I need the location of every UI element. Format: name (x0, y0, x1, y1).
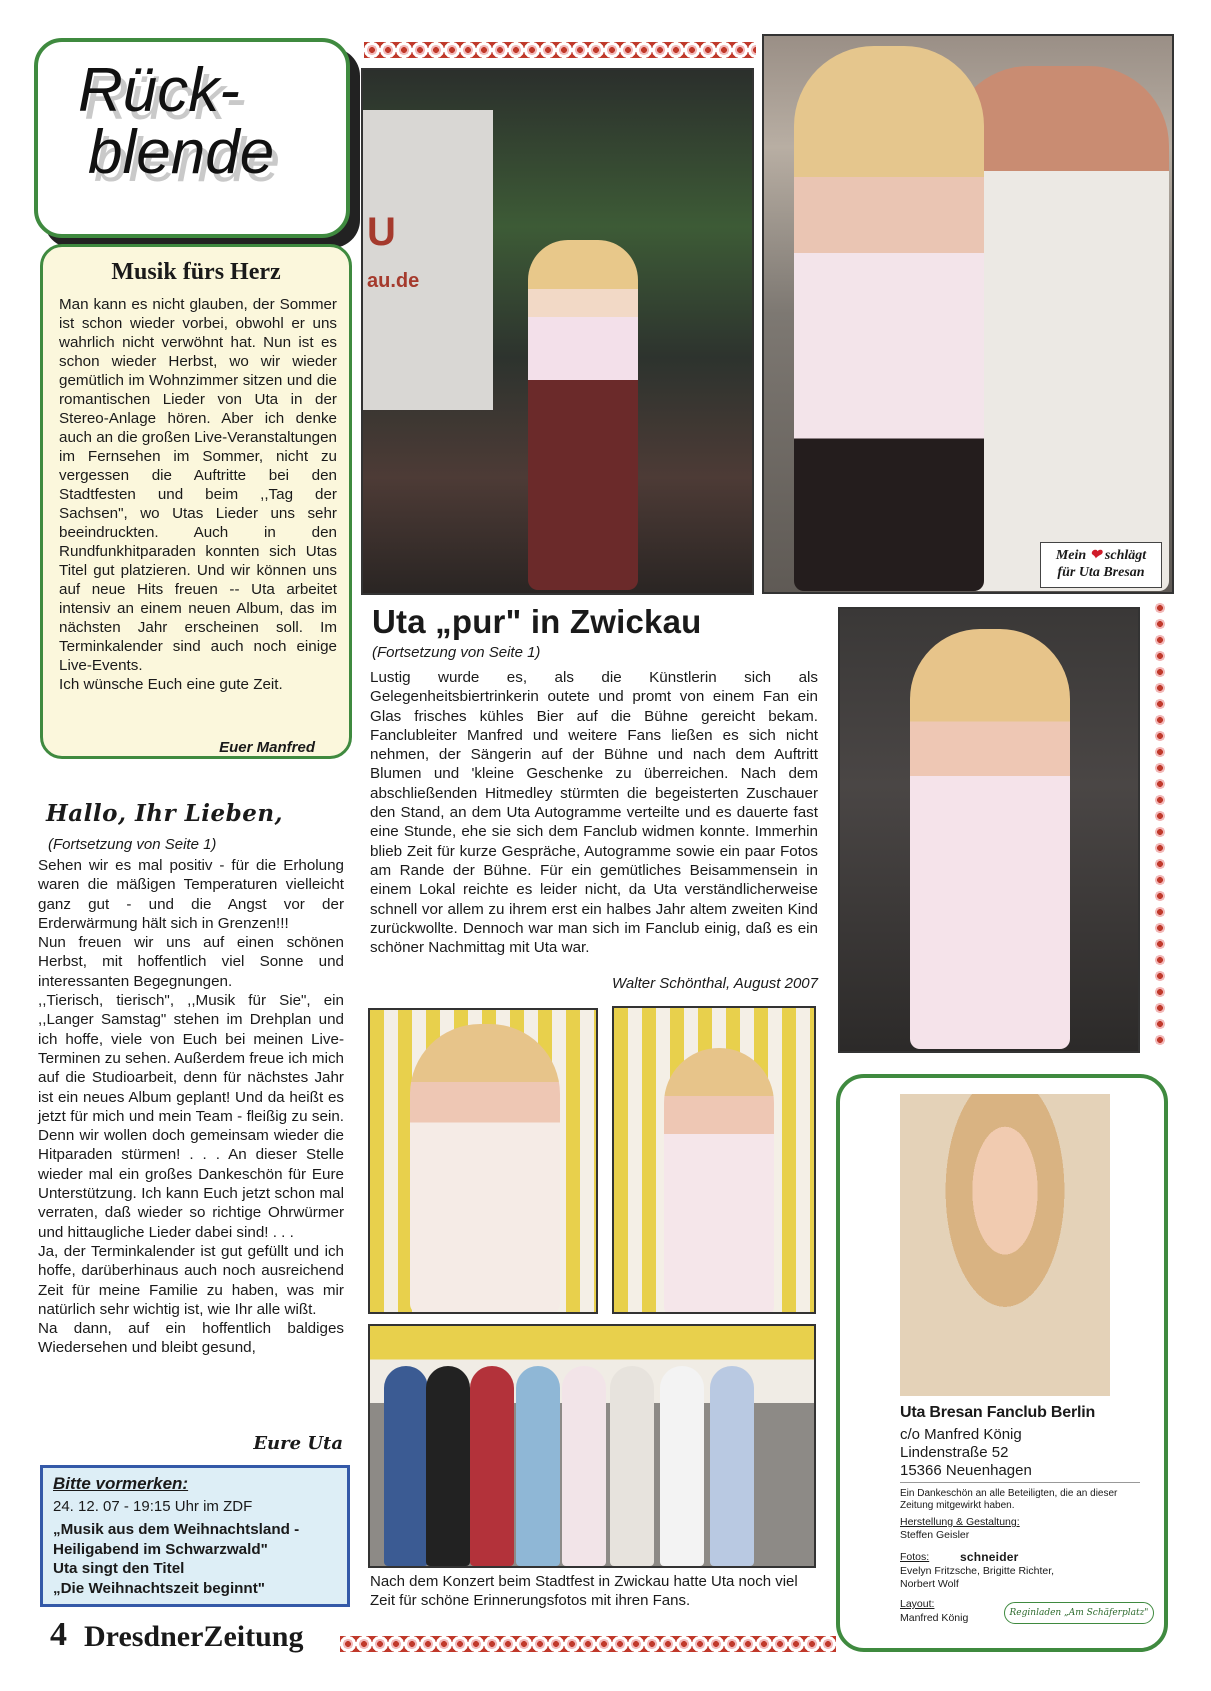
hallo-paragraph-4: Ja, der Terminkalender ist gut gefüllt und ich hoffe, darüberhinaus auch noch ausreichend Zeit für meine Familie zu haben, was mir natürlich sehr wichtig ist, wie Ihr alle wißt. (38, 1242, 344, 1318)
stage-banner-domain: au.de (367, 270, 420, 292)
fan-badge-schlaegt: schlägt (1104, 548, 1147, 563)
singer-figure (910, 629, 1070, 1049)
person-figure (516, 1366, 560, 1566)
stage-banner (363, 110, 493, 410)
zwickau-signature: Walter Schönthal, August 2007 (612, 975, 818, 992)
rose-border-bottom (340, 1636, 836, 1652)
photo-group-fans (368, 1324, 816, 1568)
musik-herz-title: Musik fürs Herz (111, 259, 281, 285)
fanclub-thanks: Ein Dankeschön an alle Beteiligten, die an dieser Zeitung mitgewirkt haben. (900, 1488, 1118, 1511)
reginladen-logo: Reginladen „Am Schäferplatz" (1004, 1602, 1154, 1624)
vormerken-box (40, 1465, 350, 1607)
photo-singer-waving (838, 607, 1140, 1053)
hallo-paragraph-1: Sehen wir es mal positiv - für die Erholung waren die mäßigen Temperaturen vielleicht ganz gut - und die Angst vor der Erderwärmung hält sich in Grenzen!!! (38, 857, 344, 932)
fan-badge-mein: Mein (1055, 548, 1087, 563)
newspaper-name: DresdnerZeitung (84, 1620, 304, 1653)
musik-herz-text (59, 295, 337, 694)
page-number: 4 (50, 1616, 67, 1653)
hallo-paragraph-2: Nun freuen wir uns auf einen schönen Herbst, mit hoffentlich viel Sonne und interessanten Begegnungen. (38, 934, 344, 990)
singer-figure (410, 1024, 560, 1314)
zwickau-body: Lustig wurde es, als die Künstlerin sich als Gelegenheitsbiertrinkerin outete und promt von einem Fan ein Glas frisches kühles Bier auf die Bühne gereicht bekam. Fanclubleiter Manfred und weitere Fans ließen es sich nicht nehmen, der Sängerin auf der Bühne und nach dem Auftritt Blumen und 'kleine Geschenke zu überreichen. Nach dem abschließenden Hitmedley stürmten die begeisterten Zuschauer den Stand, an dem Uta Autogramme verteilte und es dauerte fast eine Stunde, ehe sie sich dem Fanclub widmen konnte. Immerhin blieb Zeit für kurze Gespräche, Autogramme sowie ein paar Fotos am Rande der Bühne. Für ein gemütliches Beisammensein in einem Lokal reichte es leider nicht, da Uta verständlicherweise schnell vor allem zu ihrem erst ein halbes Jahr altem zweiten Kind zurückwollte. Dennoch war man sich im Fanclub einig, daß es ein schöner Nachmittag mit Uta war. (370, 669, 818, 957)
fanclub-co: c/o Manfred König (900, 1426, 1022, 1443)
rueckblende-line2: blende (88, 118, 275, 187)
divider (900, 1482, 1140, 1483)
group-photo-caption: Nach dem Konzert beim Stadtfest in Zwickau hatte Uta noch viel Zeit für schöne Erinnerungsfotos mit ihren Fans. (370, 1573, 798, 1609)
vormerken-show (53, 1520, 343, 1598)
hallo-paragraph-3: ,,Tierisch, tierisch", ,,Musik für Sie", ein ,,Langer Samstag" stehen im Drehplan und ich hoffe, viele von Euch bei meinen Live-Terminen zu sehen. Außerdem freue ich mich auf die Studioarbeit, denn für nächstes Jahr ist ein neues Album geplant! Und da heißt es jetzt für mich und mein Team - fleißig zu sein. Denn wir wollen doch gemeinsam wieder die Hitparaden stürmen! . . . An dieser Stelle wieder mal ein großes Dankeschön für Eure Unterstützung. Ich kann Euch jetzt schon mal verraten, daß wieder so richtige Ohrwürmer und hittaugliche Lieder dabei sind! . . . (38, 992, 344, 1241)
singer-figure (528, 240, 638, 590)
hallo-paragraph-5: Na dann, auf ein hoffentlich baldiges Wiedersehen und bleibt gesund, (38, 1320, 344, 1357)
rueckblende-box (34, 38, 350, 238)
person-figure (710, 1366, 754, 1566)
fan-badge-line1 (1041, 547, 1161, 564)
fan-badge (1040, 542, 1162, 588)
vormerken-show-line2: Heiligabend im Schwarzwald" (53, 1540, 268, 1558)
fotos-brand: schneider (960, 1550, 1019, 1564)
hallo-subtitle: (Fortsetzung von Seite 1) (48, 836, 217, 853)
fanclub-name: Uta Bresan Fanclub Berlin (900, 1404, 1096, 1421)
photo-singer-tent-1 (368, 1008, 598, 1314)
fanclub-city: 15366 Neuenhagen (900, 1462, 1032, 1479)
person-figure (610, 1366, 654, 1566)
vormerken-date: 24. 12. 07 - 19:15 Uhr im ZDF (53, 1498, 253, 1515)
photo-singer-with-fan (762, 34, 1174, 594)
fan-badge-line2: für Uta Bresan (1057, 565, 1145, 580)
fanclub-box (836, 1074, 1168, 1652)
hallo-body (38, 856, 344, 1358)
fotos-names-1: Evelyn Fritzsche, Brigitte Richter, (900, 1565, 1055, 1577)
musik-herz-closing: Ich wünsche Euch eine gute Zeit. (59, 676, 283, 693)
musik-herz-signature: Euer Manfred (219, 739, 315, 756)
vormerken-show-line4: „Die Weihnachtszeit beginnt" (53, 1579, 265, 1597)
photo-singer-tent-2 (612, 1006, 816, 1314)
musik-herz-body: Man kann es nicht glauben, der Sommer ist schon wieder vorbei, obwohl er uns wahrlich nicht verwöhnt hat. Nun ist es schon wieder Herbst, wo wir wieder gemütlich im Wohnzimmer sitzen und die romantischen Lieder von Uta in der Stereo-Anlage hören. Aber ich denke auch an die großen Live-Veranstaltungen im Fernsehen im Sommer, nicht zu vergessen die Auftritte bei den Stadtfesten und beim ,,Tag der Sachsen", wo Utas Lieder uns sehr beeindruckten. Auch in den Rundfunkhitparaden konnten sich Utas Titel gut platzieren. Und wir können uns auf neue Hits freuen -- Uta arbeitet intensiv an einem neuen Album, das im nächsten Jahr erscheinen soll. Im Terminkalender sind auch noch einige Live-Events. (59, 296, 337, 674)
layout-name: Manfred König (900, 1612, 969, 1624)
person-figure (470, 1366, 514, 1566)
singer-figure (794, 46, 984, 591)
herstellung-label: Herstellung & Gestaltung: (900, 1516, 1020, 1528)
stage-banner-letter: U (367, 210, 396, 254)
photo-stage-performance (361, 68, 754, 595)
layout-label: Layout: (900, 1598, 935, 1610)
rueckblende-line1: Rück- (78, 56, 240, 125)
person-figure (562, 1366, 606, 1566)
zwickau-headline: Uta „pur" in Zwickau (372, 603, 702, 640)
zwickau-subtitle: (Fortsetzung von Seite 1) (372, 644, 541, 661)
person-figure (660, 1366, 704, 1566)
herstellung-name: Steffen Geisler (900, 1529, 970, 1541)
musik-herz-box (40, 244, 352, 759)
hallo-signature: Eure Uta (253, 1433, 343, 1454)
rose-border-top (364, 42, 756, 58)
vormerken-show-line1: „Musik aus dem Weihnachtsland - (53, 1521, 300, 1538)
person-figure (384, 1366, 428, 1566)
fotos-names-2: Norbert Wolf (900, 1578, 959, 1590)
fanclub-portrait-photo (900, 1094, 1110, 1396)
hallo-title: Hallo, Ihr Lieben, (46, 800, 284, 827)
vormerken-show-line3: Uta singt den Titel (53, 1560, 185, 1577)
rose-border-right (1152, 600, 1168, 1046)
singer-figure (664, 1048, 774, 1314)
fotos-label: Fotos: (900, 1551, 930, 1563)
person-figure (426, 1366, 470, 1566)
vormerken-title: Bitte vormerken: (53, 1474, 189, 1493)
fanclub-street: Lindenstraße 52 (900, 1444, 1009, 1461)
rueckblende-title (78, 56, 358, 187)
heart-icon: ❤ (1089, 548, 1102, 563)
